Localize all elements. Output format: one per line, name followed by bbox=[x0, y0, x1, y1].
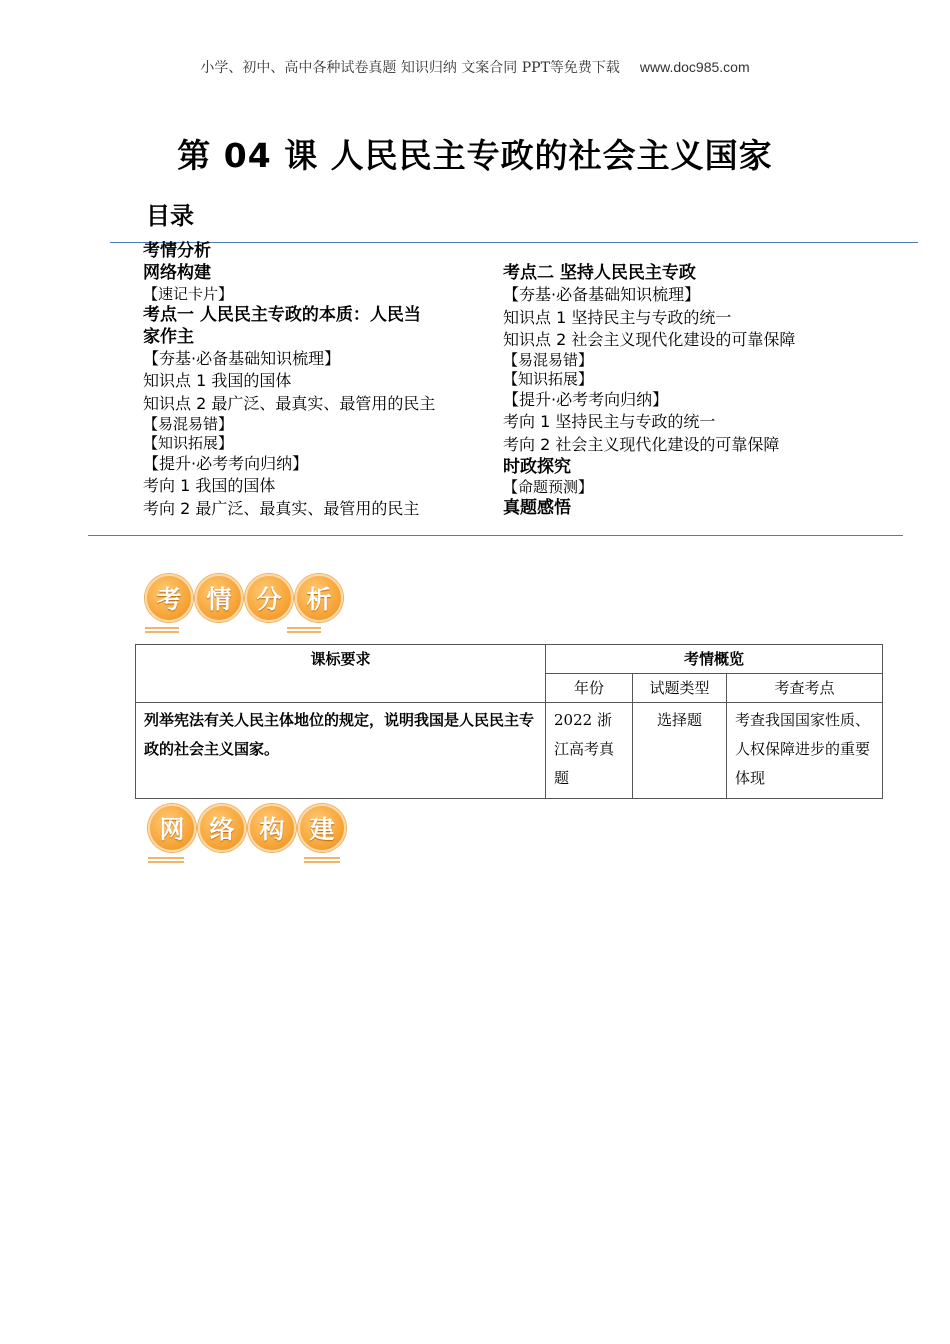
year-cell: 2022 浙江高考真题 bbox=[546, 703, 633, 799]
badge-character: 络 bbox=[198, 804, 246, 852]
toc-item[interactable]: 【知识拓展】 bbox=[503, 370, 594, 389]
badge-character: 建 bbox=[298, 804, 346, 852]
toc-bottom-rule bbox=[88, 535, 903, 536]
toc-item[interactable]: 考点二 坚持人民民主专政 bbox=[503, 263, 696, 283]
col-header-requirement: 课标要求 bbox=[136, 645, 546, 703]
badge-character: 情 bbox=[195, 574, 243, 622]
toc-item[interactable]: 知识点 2 社会主义现代化建设的可靠保障 bbox=[503, 329, 796, 349]
badge-character: 析 bbox=[295, 574, 343, 622]
toc-item[interactable]: 真题感悟 bbox=[503, 498, 571, 519]
sub-header-type: 试题类型 bbox=[633, 674, 727, 703]
requirement-cell: 列举宪法有关人民主体地位的规定，说明我国是人民民主专政的社会主义国家。 bbox=[136, 703, 546, 799]
badge-character: 分 bbox=[245, 574, 293, 622]
toc-item[interactable]: 【速记卡片】 bbox=[143, 284, 234, 303]
toc-item[interactable]: 考向 2 社会主义现代化建设的可靠保障 bbox=[503, 434, 780, 454]
toc-item[interactable]: 【夯基·必备基础知识梳理】 bbox=[143, 349, 341, 369]
point-cell: 考查我国国家性质、人权保障进步的重要体现 bbox=[727, 703, 883, 799]
page-header bbox=[0, 57, 950, 77]
analysis-table bbox=[135, 644, 883, 799]
toc-right-column bbox=[503, 262, 795, 520]
toc-item[interactable]: 考情分析 bbox=[143, 241, 211, 261]
page-title: 第 04 课 人民民主专政的社会主义国家 bbox=[177, 136, 773, 175]
section-badge-network bbox=[148, 804, 346, 865]
toc-item[interactable]: 【夯基·必备基础知识梳理】 bbox=[503, 285, 701, 305]
toc-item[interactable]: 【易混易错】 bbox=[143, 415, 234, 434]
toc-item[interactable]: 时政探究 bbox=[503, 457, 571, 478]
header-text: 小学、初中、高中各种试卷真题 知识归纳 文案合同 PPT等免费下载 bbox=[200, 60, 620, 76]
badge-character: 考 bbox=[145, 574, 193, 622]
toc-heading: 目录 bbox=[146, 202, 194, 230]
toc-item[interactable]: 【命题预测】 bbox=[503, 478, 594, 497]
toc-item[interactable]: 【知识拓展】 bbox=[143, 434, 234, 453]
toc-left-column bbox=[143, 240, 435, 520]
sub-header-point: 考查考点 bbox=[727, 674, 883, 703]
analysis-table-wrap bbox=[135, 644, 883, 799]
toc-item[interactable]: 知识点 1 坚持民主与专政的统一 bbox=[503, 307, 732, 327]
toc-item[interactable]: 知识点 1 我国的国体 bbox=[143, 371, 292, 391]
toc-item[interactable]: 考向 2 最广泛、最真实、最管用的民主 bbox=[143, 498, 420, 518]
toc-item[interactable]: 网络构建 bbox=[143, 263, 211, 284]
toc-item[interactable]: 【易混易错】 bbox=[503, 351, 594, 370]
toc-item[interactable]: 【提升·必考考向归纳】 bbox=[143, 454, 309, 474]
col-header-overview: 考情概览 bbox=[546, 645, 883, 674]
toc-item[interactable]: 考向 1 坚持民主与专政的统一 bbox=[503, 412, 716, 432]
sub-header-year: 年份 bbox=[546, 674, 633, 703]
toc-item[interactable]: 家作主 bbox=[143, 326, 194, 347]
toc-item[interactable]: 【提升·必考考向归纳】 bbox=[503, 390, 669, 410]
header-url[interactable]: www.doc985.com bbox=[639, 59, 750, 75]
toc-item[interactable]: 知识点 2 最广泛、最真实、最管用的民主 bbox=[143, 393, 436, 413]
badge-character: 网 bbox=[148, 804, 196, 852]
section-badge-analysis bbox=[145, 574, 343, 635]
toc-item[interactable]: 考向 1 我国的国体 bbox=[143, 476, 276, 496]
toc-item[interactable]: 考点一 人民民主专政的本质：人民当 bbox=[143, 304, 421, 325]
type-cell: 选择题 bbox=[633, 703, 727, 799]
badge-character: 构 bbox=[248, 804, 296, 852]
